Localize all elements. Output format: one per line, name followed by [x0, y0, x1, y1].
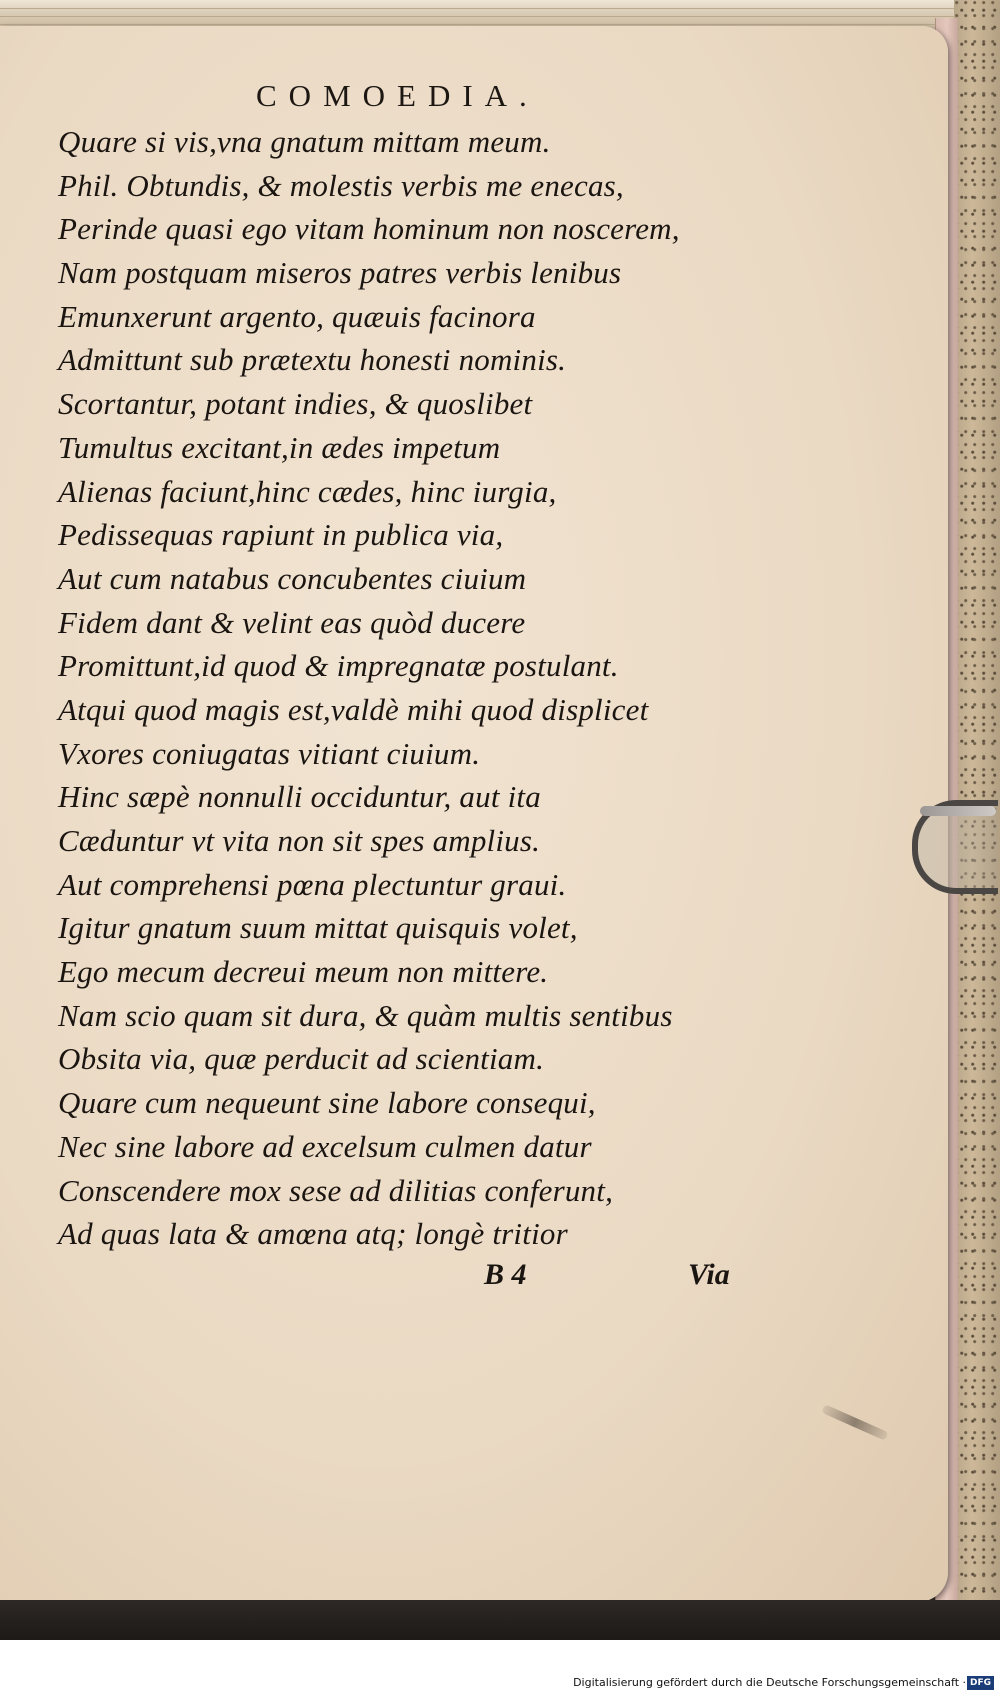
scan-bottom-shadow	[0, 1600, 1000, 1640]
verse-line: Nam scio quam sit dura, & quàm multis sentibus	[58, 997, 673, 1033]
verse-text	[58, 120, 680, 1256]
verse-line: Phil. Obtundis, & molestis verbis me enecas,	[58, 167, 624, 203]
verse-line: Aut comprehensi pœna plectuntur graui.	[58, 866, 567, 902]
dfg-logo: DFG	[967, 1676, 994, 1690]
verse-line: Nec sine labore ad excelsum culmen datur	[58, 1128, 592, 1164]
verse-line: Aut cum natabus concubentes ciuium	[58, 560, 527, 596]
verse-line: Vxores coniugatas vitiant ciuium.	[58, 735, 481, 771]
verse-line: Cæduntur vt vita non sit spes amplius.	[58, 823, 541, 858]
verse-line: Promittunt,id quod & impregnatæ postulant.	[58, 648, 619, 684]
verse-line: Quare cum nequeunt sine labore consequi,	[58, 1085, 596, 1121]
verse-line: Fidem dant & velint eas quòd ducere	[58, 604, 526, 640]
verse-line: Quare si vis,vna gnatum mittam meum.	[58, 124, 551, 159]
verse-line: Perinde quasi ego vitam hominum non noscerem,	[58, 211, 680, 247]
signature-mark: B 4	[484, 1258, 527, 1291]
verse-line: Emunxerunt argento, quæuis facinora	[58, 298, 536, 334]
page-clip-shine	[920, 806, 996, 816]
digitization-credit: Digitalisierung gefördert durch die Deutsche Forschungsgemeinschaft ·	[573, 1676, 966, 1689]
verse-line: Alienas faciunt,hinc cædes, hinc iurgia,	[58, 473, 557, 509]
running-head: COMOEDIA.	[256, 78, 539, 113]
verse-line: Obsita via, quæ perducit ad scientiam.	[58, 1041, 545, 1077]
verse-line: Hinc sæpè nonnulli occiduntur, aut ita	[58, 779, 541, 815]
verse-line: Ego mecum decreui meum non mittere.	[58, 954, 549, 990]
verse-line: Ad quas lata & amœna atq; longè tritior	[58, 1216, 568, 1252]
verse-line: Conscendere mox sese ad dilitias conferunt,	[58, 1172, 614, 1208]
verse-line: Tumultus excitant,in ædes impetum	[58, 429, 501, 465]
verse-line: Admittunt sub prætextu honesti nominis.	[58, 342, 567, 378]
verse-line: Pedissequas rapiunt in publica via,	[58, 517, 504, 553]
verse-line: Scortantur, potant indies, & quoslibet	[58, 386, 533, 422]
verse-line: Nam postquam miseros patres verbis lenibus	[58, 255, 622, 291]
verse-line: Atqui quod magis est,valdè mihi quod displicet	[58, 691, 649, 727]
verse-line: Igitur gnatum suum mittat quisquis volet,	[58, 910, 578, 946]
catchword: Via	[688, 1258, 730, 1291]
